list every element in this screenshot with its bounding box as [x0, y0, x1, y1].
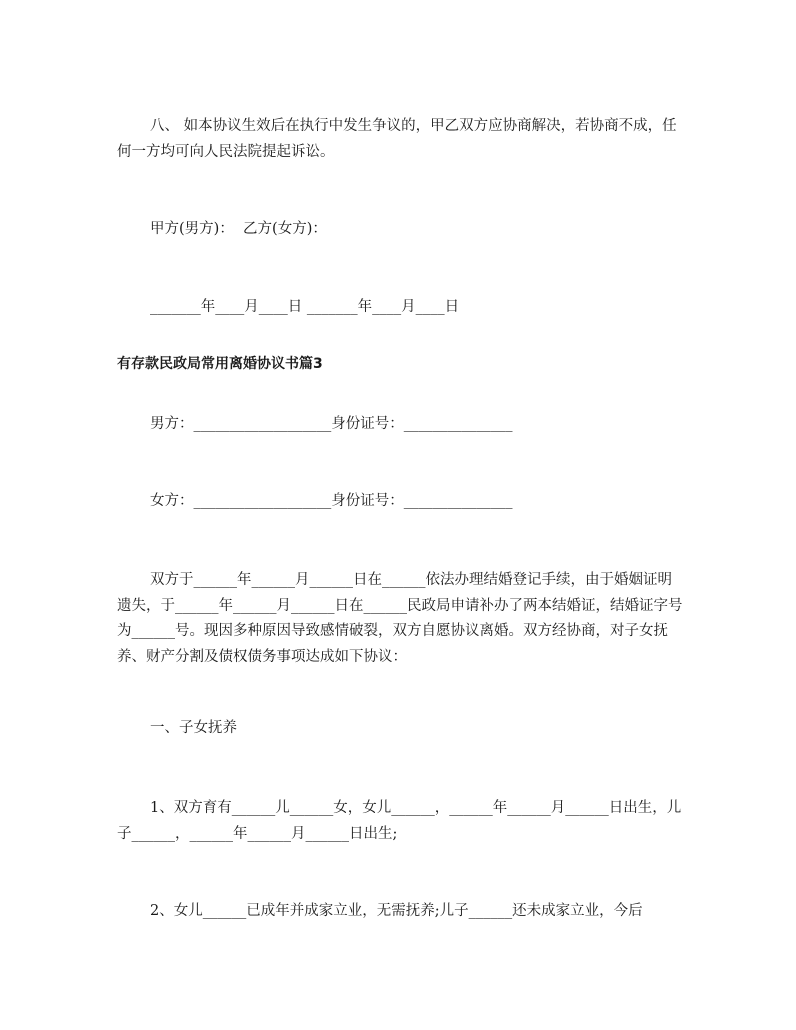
child-item-1: 1、双方育有______儿______女，女儿______，______年______月______日出生，儿子______，______年______月______日出生; [117, 800, 682, 842]
female-info-line: 女方：___________________身份证号：_______________ [150, 493, 513, 509]
section-title: 有存款民政局常用离婚协议书篇3 [117, 356, 323, 372]
male-info-line: 男方：___________________身份证号：_______________ [150, 416, 513, 432]
child-item-2: 2、女儿______已成年并成家立业，无需抚养;儿子______还未成家立业，今后 [150, 903, 643, 919]
signature-dates-line: _______年____月____日 _______年____月____日 [150, 299, 460, 315]
clause-eight-paragraph: 八、 如本协议生效后在执行中发生争议的，甲乙双方应协商解决，若协商不成，任何一方均可向人民法院提起诉讼。 [117, 118, 677, 160]
intro-paragraph: 双方于______年______月______日在______依法办理结婚登记手续，由于婚姻证明遗失，于______年______月______日在______民政局申请补办了两本结婚证，结婚证字号为______号。现因多种原因导致感情破裂，双方自愿协议离婚。双方经协商，对子女抚养、财产分割及债权债务事项达成如下协议： [117, 572, 683, 665]
signature-parties-line: 甲方(男方)： 乙方(女方)： [150, 221, 327, 237]
child-support-heading: 一、子女抚养 [150, 720, 237, 736]
